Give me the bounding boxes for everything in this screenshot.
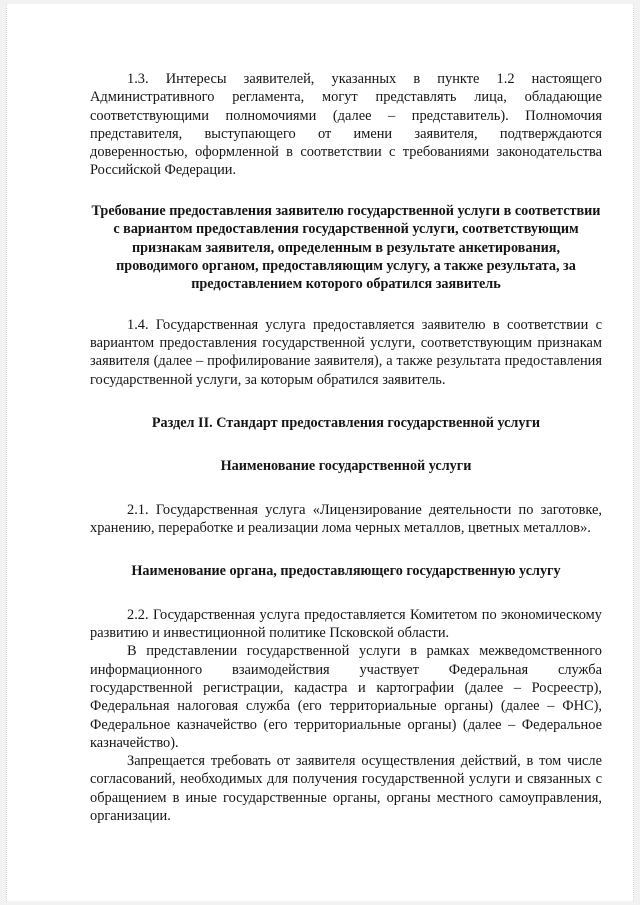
paragraph-prohibition: Запрещается требовать от заявителя осуществления действий, в том числе согласований, необходимых для получения государственной услуги и связанных с обращением в иные государственные органы, органы местного самоуправления, организации.	[90, 753, 602, 825]
paragraph-1-4: 1.4. Государственная услуга предоставляется заявителю в соответствии с вариантом предоставления государственной услуги, соответствующим признакам заявителя (далее – профилирование заявителя), а также результата предоставления государственной услуги, за которым обратился заявитель.	[90, 316, 602, 388]
paragraph-interaction: В представлении государственной услуги в рамках межведомственного информационного взаимодействия участвует Федеральная служба государственной регистрации, кадастра и картографии (далее – Росреестр), Федеральная налоговая служба (его территориальные органы) (далее – ФНС), Федеральное казначейство (его территориальные органы) (далее – Федеральное казначейство).	[90, 643, 602, 751]
heading-section-2: Раздел II. Стандарт предоставления государственной услуги	[151, 415, 541, 431]
paragraph-1-3: 1.3. Интересы заявителей, указанных в пункте 1.2 настоящего Административного регламента, могут представлять лица, обладающие соответствующими полномочиями (далее – представитель). Полномочия представителя, выступающего от имени заявителя, подтверждаются доверенностью, оформленной в соответствии с требованиями законодательства Российской Федерации.	[90, 71, 602, 179]
document-body	[90, 70, 602, 825]
paragraph-2-1: 2.1. Государственная услуга «Лицензирование деятельности по заготовке, хранению, переработке и реализации лома черных металлов, цветных металлов».	[90, 501, 602, 537]
heading-service-name: Наименование государственной услуги	[220, 458, 472, 475]
heading-requirement: Требование предоставления заявителю государственной услуги в соответствии с вариантом предоставления государственной услуги, соответствующим признакам заявителя, определенным в результате анкетирования, проводимого органом, предоставляющим услугу, а также результата, за предоставлением которого обратился заявитель	[91, 202, 601, 293]
document-page	[6, 4, 634, 901]
paragraph-2-2: 2.2. Государственная услуга предоставляется Комитетом по экономическому развитию и инвестиционной политике Псковской области.	[90, 606, 602, 642]
heading-authority: Наименование органа, предоставляющего государственную услугу	[131, 563, 561, 580]
